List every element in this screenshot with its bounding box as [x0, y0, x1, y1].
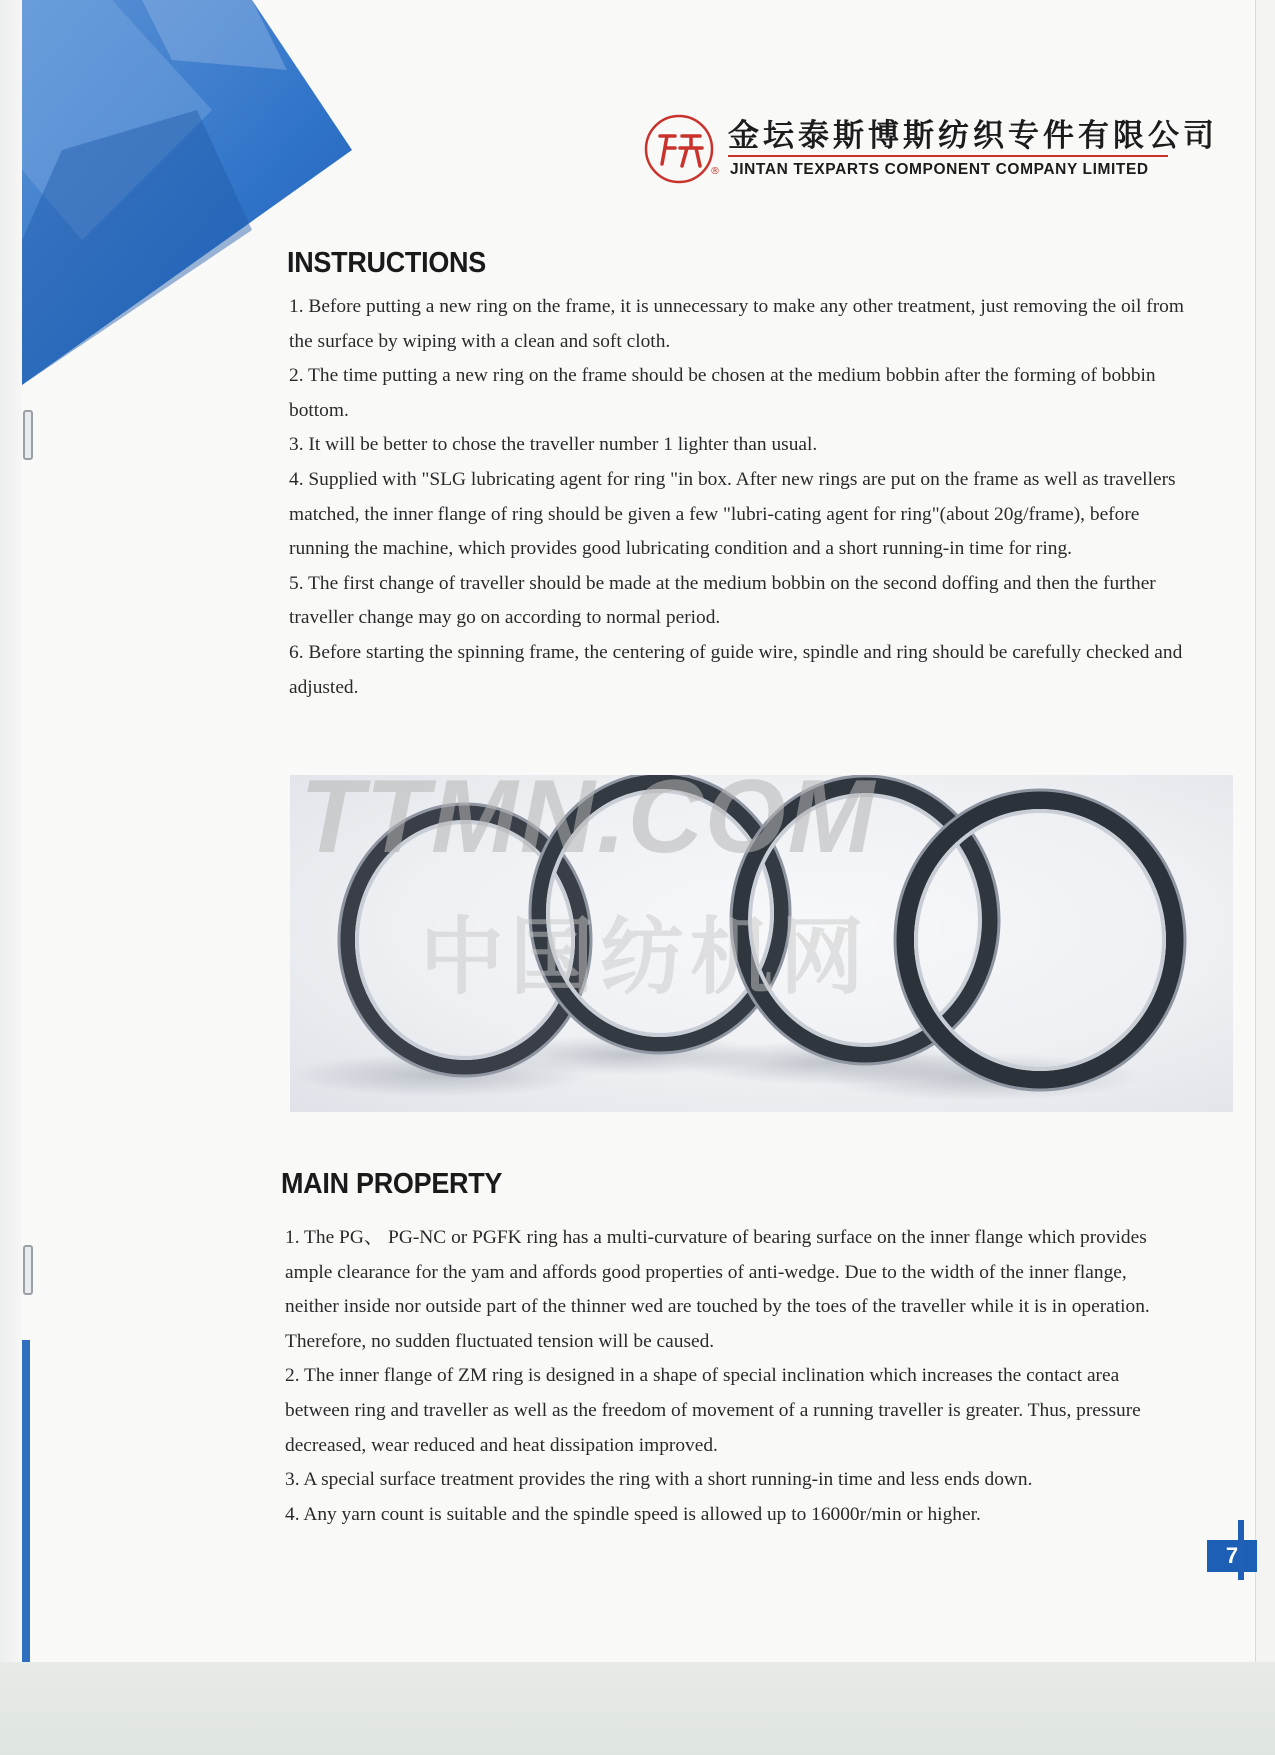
- registered-mark: ®: [710, 166, 720, 177]
- company-emblem-icon: [642, 112, 718, 188]
- binding-strip: [0, 0, 22, 1662]
- instruction-item-1: 1. Before putting a new ring on the frame, it is unnecessary to make any other treatment, just removing the oil from the surface by wiping with a clean and soft cloth.: [289, 296, 1184, 352]
- property-item-1: 1. The PG、 PG-NC or PGFK ring has a multi-curvature of bearing surface on the inner flange which provides ample clearance for the yam and affords good properties of anti-wedge. Due to the width of the inner flange, neither inside nor outside part of the thinner wed are touched by the toes of the traveller while it is in operation. Therefore, no sudden fluctuated tension will be caused.: [285, 1227, 1150, 1352]
- instruction-item-2: 2. The time putting a new ring on the frame should be chosen at the medium bobbin after the forming of bobbin bottom.: [289, 365, 1156, 421]
- company-logo: [642, 108, 1218, 186]
- instruction-item-6: 6. Before starting the spinning frame, the centering of guide wire, spindle and ring should be carefully checked and adjusted.: [289, 641, 1183, 698]
- instruction-item-3: 3. It will be better to chose the traveller number 1 lighter than usual.: [289, 434, 818, 456]
- watermark-cn: 中国纺机网: [420, 908, 871, 1006]
- staple-top: [23, 410, 33, 460]
- company-name-en: JINTAN TEXPARTS COMPONENT COMPANY LIMITED: [730, 161, 1149, 178]
- right-edge-accent: [1238, 1520, 1244, 1580]
- page-number-badge: 7: [1207, 1540, 1257, 1572]
- ring-4: [895, 790, 1185, 1090]
- property-item-4: 4. Any yarn count is suitable and the spindle speed is allowed up to 16000r/min or higher.: [285, 1503, 981, 1525]
- company-name-cn: 金坛泰斯博斯纺织专件有限公司: [728, 118, 1218, 154]
- property-item-2: 2. The inner flange of ZM ring is designed in a shape of special inclination which increases the contact area between ring and traveller as well as the freedom of movement of a running traveller is greater. Thus, pressure decreased, wear reduced and heat dissipation improved.: [285, 1365, 1141, 1456]
- instructions-body: [289, 290, 1189, 705]
- bottom-band: [0, 1662, 1275, 1755]
- logo-rule: [728, 155, 1168, 157]
- property-item-3: 3. A special surface treatment provides the ring with a short running-in time and less ends down.: [285, 1469, 1033, 1491]
- left-blue-band: [22, 1340, 30, 1662]
- main-property-body: [285, 1221, 1185, 1532]
- instruction-item-5: 5. The first change of traveller should be made at the medium bobbin on the second doffing and then the further traveller change may go on according to normal period.: [289, 572, 1156, 629]
- instructions-heading: INSTRUCTIONS: [287, 247, 486, 279]
- instruction-item-4: 4. Supplied with "SLG lubricating agent for ring "in box. After new rings are put on the frame as well as travellers matched, the inner flange of ring should be given a few "lubri-cating agent for ring"(about 20g/frame), before running the machine, which provides good lubricating condition and a short running-in time for ring.: [289, 468, 1176, 560]
- staple-bottom: [23, 1245, 33, 1295]
- watermark-en: TTMN.COM: [300, 759, 877, 875]
- main-property-heading: MAIN PROPERTY: [281, 1168, 503, 1200]
